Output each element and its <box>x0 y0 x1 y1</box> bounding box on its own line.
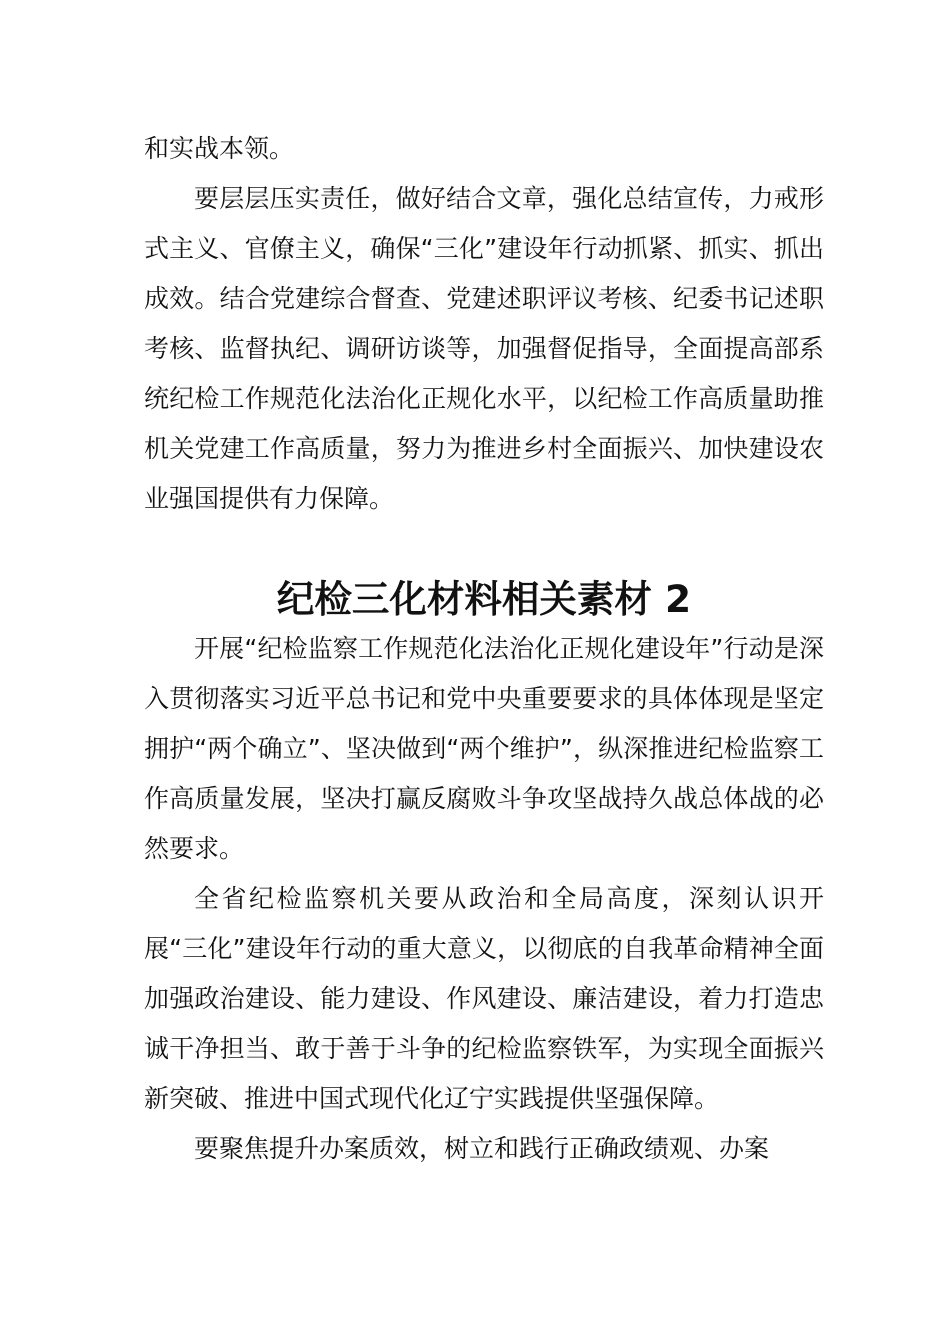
section-heading: 纪检三化材料相关素材 2 <box>276 577 692 621</box>
paragraph-case-handling: 要聚焦提升办案质效，树立和践行正确政绩观、办案 <box>194 1134 770 1163</box>
document-body <box>144 124 824 1174</box>
paragraph-continuation: 和实战本领。 <box>144 134 295 163</box>
paragraph-responsibility: 要层层压实责任，做好结合文章，强化总结宣传，力戒形式主义、官僚主义，确保“三化”建设年行动抓紧、抓实、抓出成效。结合党建综合督查、党建述职评议考核、纪委书记述职考核、监督执纪、调研访谈等，加强督促指导，全面提高部系统纪检工作规范化法治化正规化水平，以纪检工作高质量助推机关党建工作高质量，努力为推进乡村全面振兴、加快建设农业强国提供有力保障。 <box>144 184 824 513</box>
paragraph-provincial-organs: 全省纪检监察机关要从政治和全局高度，深刻认识开展“三化”建设年行动的重大意义，以彻底的自我革命精神全面加强政治建设、能力建设、作风建设、廉洁建设，着力打造忠诚干净担当、敢于善于斗争的纪检监察铁军，为实现全面振兴新突破、推进中国式现代化辽宁实践提供坚强保障。 <box>144 884 824 1113</box>
paragraph-campaign-significance: 开展“纪检监察工作规范化法治化正规化建设年”行动是深入贯彻落实习近平总书记和党中央重要要求的具体体现是坚定拥护“两个确立”、坚决做到“两个维护”，纵深推进纪检监察工作高质量发展，坚决打赢反腐败斗争攻坚战持久战总体战的必然要求。 <box>144 634 824 863</box>
